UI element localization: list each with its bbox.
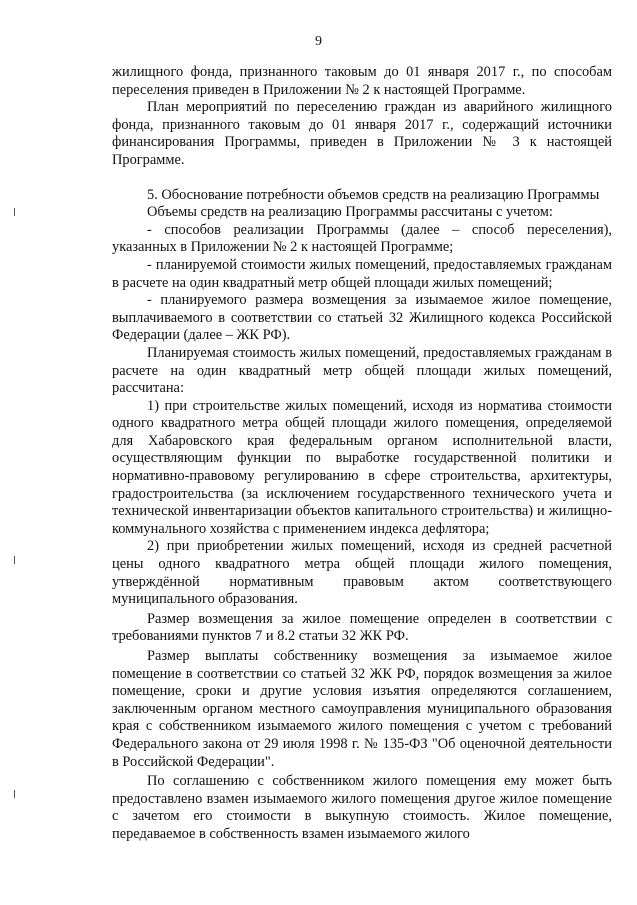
section-heading: 5. Обоснование потребности объемов средств на реализацию Программы [147,186,600,203]
margin-mark [14,208,15,216]
document-body [112,64,612,844]
list-item: - способов реализации Программы (далее – способ переселения), указанных в Приложении № 2 к настоящей Программе; [112,221,612,256]
margin-mark [14,790,15,798]
paragraph: По соглашению с собственником жилого помещения ему может быть предоставлено взамен изымаемого жилого помещения другое жилое помещение с зачетом его стоимости в выкупную стоимость. Жилое помещение, передаваемое в собственность взамен изымаемого жилого [112,773,612,842]
spacer [112,170,612,187]
paragraph: Планируемая стоимость жилых помещений, предоставляемых гражданам в расчете на один квадратный метр общей площади жилых помещений, рассчитана: [112,344,612,397]
paragraph: Размер выплаты собственнику возмещения за изымаемое жилое помещение в соответствии со статьей 32 ЖК РФ, порядок возмещения за жилое помещение, сроки и другие условия изъятия определяются соглашением, заключенным органом местного самоуправления муниципального образования края с собственником изымаемого жилого помещения с учетом с требований Федерального закона от 29 июля 1998 г. № 135-ФЗ "Об оценочной деятельности в Российской Федерации". [112,648,612,770]
list-item: 2) при приобретении жилых помещений, исходя из средней расчетной цены одного квадратного метра общей площади жилого помещения, утверждённой нормативным правовым актом соответствующего муниципального образования. [112,538,612,608]
paragraph: План мероприятий по переселению граждан из аварийного жилищного фонда, признанного таковым до 01 января 2017 г., содержащий источники финансирования Программы, приведен в Приложении № 3 к настоящей Программе. [112,99,612,168]
paragraph: жилищного фонда, признанного таковым до 01 января 2017 г., по способам переселения приведен в Приложении № 2 к настоящей Программе. [112,64,612,98]
list-item: - планируемой стоимости жилых помещений, предоставляемых гражданам в расчете на один квадратный метр общей площади жилых помещений; [112,256,612,291]
margin-mark [14,556,15,564]
list-item: - планируемого размера возмещения за изымаемое жилое помещение, выплачиваемого в соответствии со статьей 32 Жилищного кодекса Российской Федерации (далее – ЖК РФ). [112,292,612,344]
list-item: 1) при строительстве жилых помещений, исходя из норматива стоимости одного квадратного метра общей площади жилого помещения, определяемой для Хабаровского края федеральным органом исполнительной власти, осуществляющим функции по выработке государственной политики и нормативно-правовому регулированию в сфере строительства, архитектуры, градостроительства (за исключением государственного технического учета и технической инвентаризации объектов капитального строительства) и жилищно-коммунального хозяйства с применением индекса дефлятора; [112,397,612,537]
page-number: 9 [315,34,322,49]
paragraph: Размер возмещения за жилое помещение определен в соответствии с требованиями пунктов 7 и 8.2 статьи 32 ЖК РФ. [112,610,612,645]
paragraph: Объемы средств на реализацию Программы рассчитаны с учетом: [147,204,553,221]
